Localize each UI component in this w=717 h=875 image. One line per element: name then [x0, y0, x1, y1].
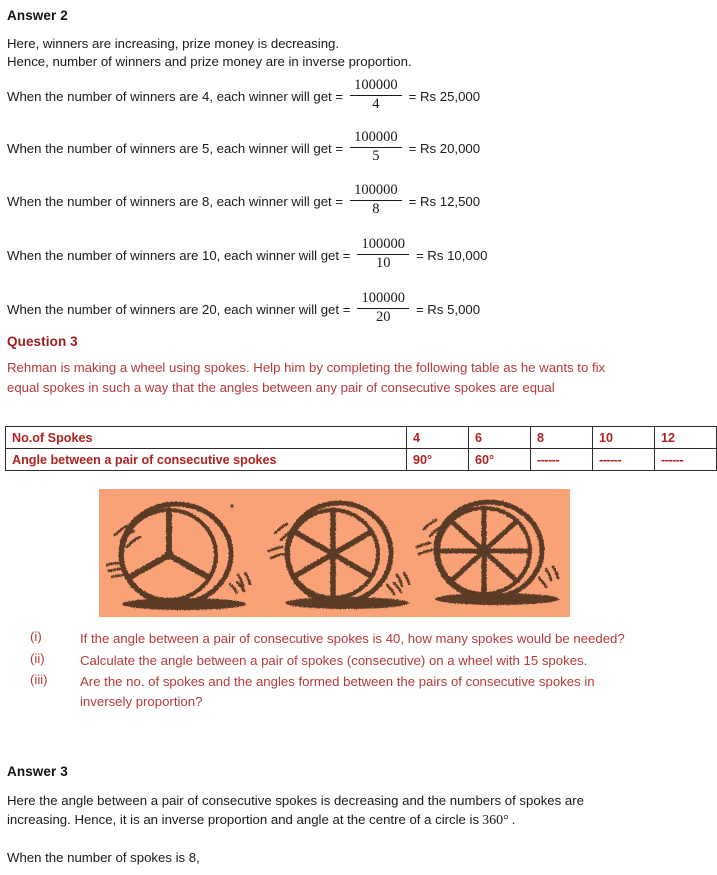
fraction [357, 237, 409, 271]
answer-2-line-2: Hence, number of winners and prize money are in inverse proportion. [7, 54, 412, 69]
subquestion-list [0, 629, 649, 713]
table-row-label: No.of Spokes [6, 427, 407, 449]
wheel-8-spokes [436, 502, 542, 598]
fraction-denominator: 20 [357, 308, 409, 326]
answer-2-line-1: Here, winners are increasing, prize money is decreasing. [7, 36, 340, 51]
answer-3-heading: Answer 3 [7, 764, 68, 779]
fraction-denominator: 5 [350, 147, 402, 165]
equation-result: = Rs 10,000 [415, 247, 488, 263]
answer-3-body-part-2: . [511, 812, 516, 827]
equation-result: = Rs 20,000 [408, 140, 481, 156]
table-cell: ------ [655, 449, 717, 471]
fraction [350, 130, 402, 164]
fraction-numerator: 100000 [354, 182, 398, 198]
motion-lines [230, 573, 250, 593]
table-row-label: Angle between a pair of consecutive spokes [6, 449, 407, 471]
table-cell: ------ [531, 449, 593, 471]
equation-lead: When the number of winners are 8, each winner will get = [7, 193, 344, 209]
table-cell: 90° [407, 449, 469, 471]
table-cell: 4 [407, 427, 469, 449]
equation-row-5 [7, 292, 480, 326]
ground-shadow [285, 597, 409, 609]
list-item-text: If the angle between a pair of consecutive spokes is 40, how many spokes would be needed? [80, 631, 625, 646]
equation-row-2 [7, 131, 480, 165]
ground-shadow [122, 598, 246, 610]
fraction [350, 78, 402, 112]
list-item [0, 651, 649, 671]
wheels-illustration [99, 489, 570, 617]
table-cell: 8 [531, 427, 593, 449]
fraction-denominator: 8 [350, 200, 402, 218]
fraction [350, 183, 402, 217]
speck [230, 504, 233, 507]
answer-2-heading: Answer 2 [7, 8, 68, 23]
fraction-numerator: 100000 [361, 236, 405, 252]
equation-lead: When the number of winners are 4, each winner will get = [7, 88, 344, 104]
table-cell: 10 [593, 427, 655, 449]
table-row [6, 449, 717, 471]
wheels-sketch-svg [99, 489, 570, 617]
table-row [6, 427, 717, 449]
fraction [357, 291, 409, 325]
spokes-table [5, 426, 717, 471]
equation-row-3 [7, 184, 480, 218]
fraction-numerator: 100000 [354, 77, 398, 93]
list-marker: (ii) [30, 650, 45, 666]
table-cell: ------ [593, 449, 655, 471]
list-item [0, 672, 649, 711]
equation-result: = Rs 5,000 [415, 301, 481, 317]
question-3-heading: Question 3 [7, 334, 78, 349]
equation-row-4 [7, 238, 487, 272]
answer-3-line-2: When the number of spokes is 8, [7, 850, 200, 865]
fraction-numerator: 100000 [361, 290, 405, 306]
ground-shadow [435, 593, 559, 605]
wheel-6-spokes [287, 503, 391, 603]
fraction-numerator: 100000 [354, 129, 398, 145]
list-item-text: Are the no. of spokes and the angles formed between the pairs of consecutive spokes in inversely proportion? [80, 674, 595, 709]
equation-lead: When the number of winners are 20, each winner will get = [7, 301, 351, 317]
question-3-body: Rehman is making a wheel using spokes. Help him by completing the following table as he wants to fix equal spokes in such a way that the angles between any pair of consecutive spokes are equal [7, 360, 606, 395]
equation-result: = Rs 25,000 [408, 88, 481, 104]
equation-lead: When the number of winners are 5, each winner will get = [7, 140, 344, 156]
answer-3-body-part-1: Here the angle between a pair of consecutive spokes is decreasing and the numbers of spokes are increasing. Hence, it is an inverse proportion and angle at the centre of a circle is [7, 793, 584, 827]
answer-3-body [7, 791, 637, 830]
equation-lead: When the number of winners are 10, each winner will get = [7, 247, 351, 263]
wheel-3-spokes [121, 504, 231, 604]
table-cell: 12 [655, 427, 717, 449]
equation-result: = Rs 12,500 [408, 193, 481, 209]
table-cell: 60° [469, 449, 531, 471]
fraction-denominator: 4 [350, 95, 402, 113]
list-marker: (iii) [30, 672, 48, 687]
fraction-denominator: 10 [357, 254, 409, 272]
list-item [0, 629, 649, 649]
list-item-text: Calculate the angle between a pair of spokes (consecutive) on a wheel with 15 spokes. [80, 652, 588, 668]
angle-value: 360° [482, 813, 509, 828]
table-cell: 6 [469, 427, 531, 449]
list-marker: (i) [30, 629, 42, 644]
equation-row-1 [7, 79, 480, 113]
